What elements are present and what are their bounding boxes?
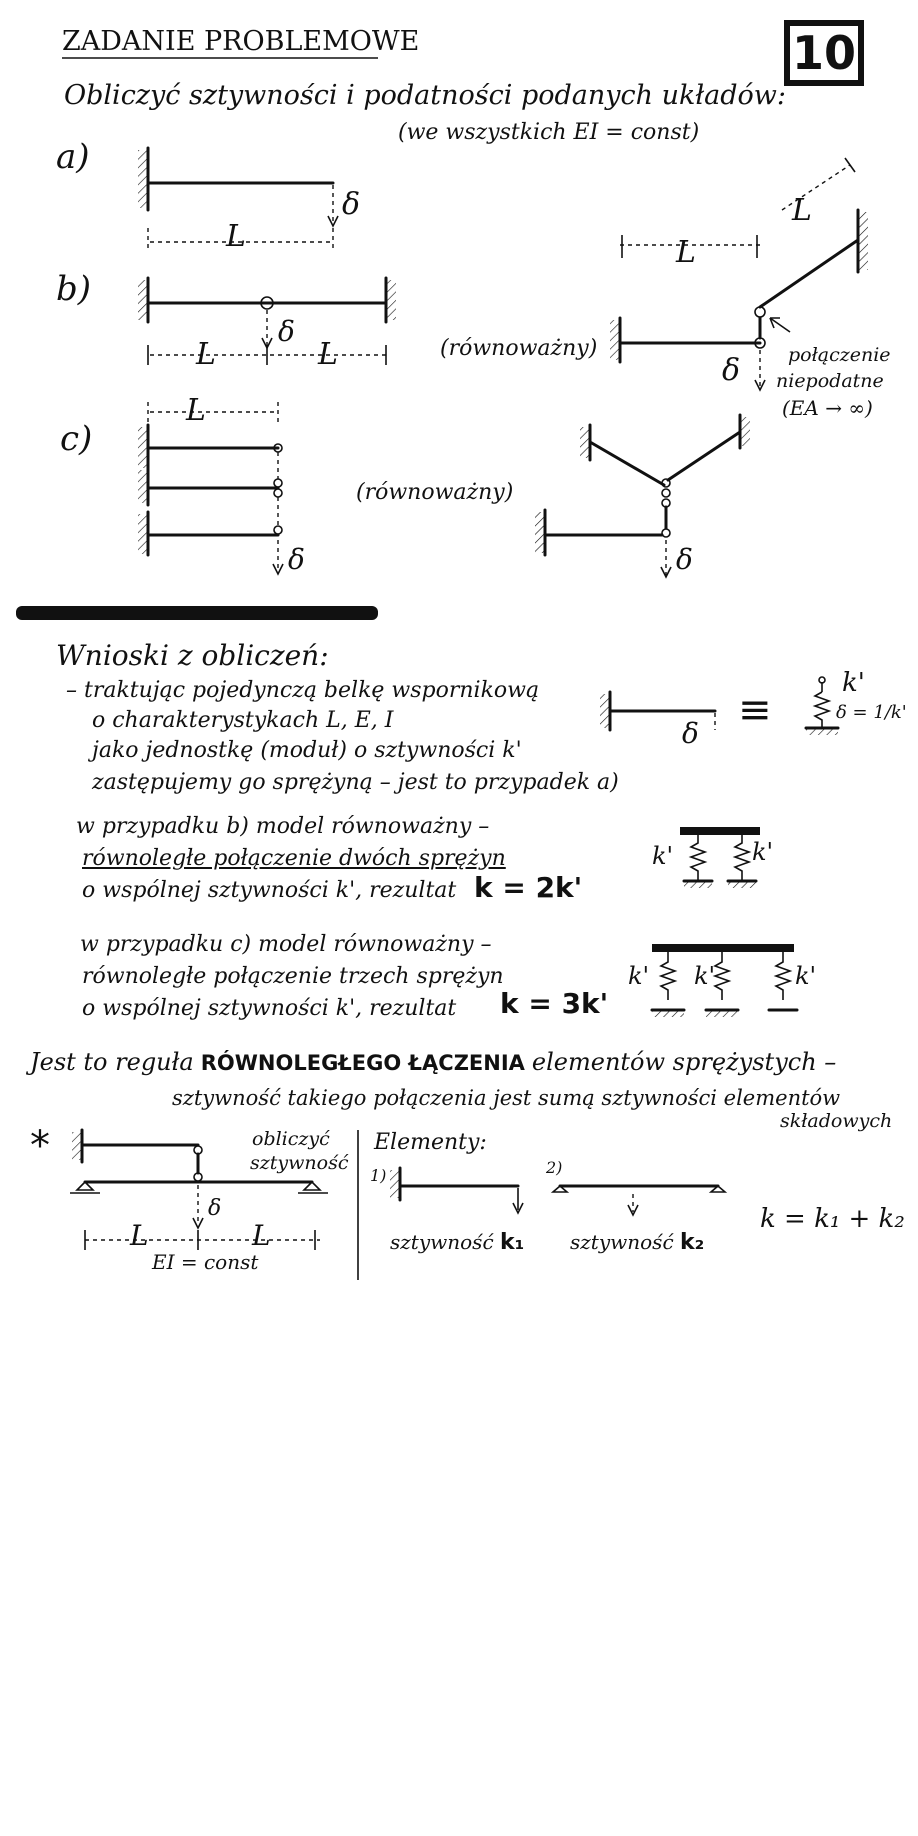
case-b-label: b) (56, 269, 92, 309)
star-L2: L (252, 1219, 271, 1252)
equivalence-sign: ≡ (738, 687, 772, 733)
page-title: ZADANIE PROBLEMOWE (62, 26, 420, 57)
cantilever-spring-equivalence (600, 677, 838, 735)
rule-line-2: sztywność takiego połączenia jest sumą sztywności elementów (172, 1086, 841, 1110)
elements-heading: Elementy: (374, 1130, 487, 1155)
two-springs-k-left: k' (652, 842, 674, 870)
element-1-number: 1) (370, 1166, 387, 1185)
element-2-number: 2) (546, 1158, 563, 1177)
task-number-badge: 10 (784, 20, 864, 86)
rule-line-1-pre: Jest to reguła (30, 1048, 194, 1076)
conclusion-2-result: k = 2k' (474, 871, 583, 904)
star-compute-2: sztywność (250, 1152, 349, 1174)
element-2-diagram (553, 1186, 725, 1215)
conclusion-3-line-3: o wspólnej sztywności k', rezultat (82, 996, 457, 1021)
two-springs-k-right: k' (752, 838, 774, 866)
star-mark: * (30, 1123, 50, 1169)
star-EI: EI = const (152, 1250, 259, 1274)
case-c-label: c) (60, 419, 93, 459)
conclusion-1-line-3: jako jednostkę (moduł) o sztywności k' (92, 738, 522, 763)
conclusion-1-line-2: o charakterystykach L, E, I (92, 708, 394, 733)
case-c-right-delta: δ (676, 543, 693, 576)
rule-line-1-post: elementów sprężystych – (531, 1048, 837, 1076)
case-b-diagram (138, 278, 396, 365)
case-b-right-L1: L (676, 235, 696, 270)
conclusion-2-line-1: w przypadku b) model równoważny – (76, 814, 490, 839)
case-c-equiv-label: (równoważny) (356, 480, 514, 505)
connection-label-2: niepodatne (776, 370, 884, 392)
star-L1: L (130, 1219, 149, 1252)
case-b-L1: L (196, 337, 216, 372)
case-c-equivalent (535, 415, 750, 577)
case-b-delta: δ (278, 315, 295, 348)
case-b-right-delta: δ (722, 353, 741, 388)
rule-line-1-bold: RÓWNOLEGŁEGO ŁĄCZENIA (200, 1051, 525, 1075)
task-note: (we wszystkich EI = const) (398, 120, 700, 145)
conclusion-1-line-1: – traktując pojedynczą belkę wspornikową (66, 678, 540, 703)
conclusion-2-line-2: równoległe połączenie dwóch sprężyn (82, 846, 506, 871)
conclusion-2-line-3: o wspólnej sztywności k', rezultat (82, 878, 457, 903)
case-b-equiv-label: (równoważny) (440, 336, 598, 361)
element-1-label (390, 1232, 524, 1254)
star-compute-1: obliczyć (252, 1128, 330, 1150)
case-b-right-L2: L (792, 193, 812, 228)
conclusion-3-line-2: równoległe połączenie trzech sprężyn (82, 964, 504, 989)
case-b-L2: L (318, 337, 338, 372)
case-c-L: L (186, 393, 206, 428)
stiffness-sum: k = k₁ + k₂ (760, 1204, 905, 1234)
element-2-label-text: sztywność (570, 1230, 674, 1254)
cantilever-delta: δ (682, 717, 699, 750)
section-separator (16, 606, 378, 620)
element-2-label (570, 1232, 704, 1254)
connection-label-1: połączenie (788, 344, 891, 366)
spring-delta-formula: δ = 1/k' (836, 702, 907, 723)
case-c-diagram (138, 402, 283, 574)
two-springs-model (680, 827, 760, 888)
element-2-k: k₂ (680, 1230, 705, 1255)
case-a-delta: δ (342, 187, 361, 222)
element-1-diagram (390, 1168, 523, 1213)
element-1-label-text: sztywność (390, 1230, 494, 1254)
conclusions-heading: Wnioski z obliczeń: (56, 639, 329, 672)
conclusion-3-result: k = 3k' (500, 987, 609, 1020)
element-1-k: k₁ (500, 1230, 525, 1255)
task-statement: Obliczyć sztywności i podatności podanych układów: (64, 80, 786, 111)
star-delta: δ (208, 1196, 222, 1221)
case-a-L: L (226, 219, 246, 254)
rule-line-3: składowych (780, 1110, 893, 1132)
case-c-delta: δ (288, 543, 305, 576)
three-springs-k-2: k' (694, 962, 716, 990)
conclusion-1-line-4: zastępujemy go sprężyną – jest to przypadek a) (92, 770, 619, 795)
case-a-label: a) (56, 137, 90, 177)
spring-k-label: k' (842, 668, 865, 698)
three-springs-k-3: k' (795, 962, 817, 990)
conclusion-3-line-1: w przypadku c) model równoważny – (80, 932, 492, 957)
three-springs-model (652, 944, 797, 1017)
rule-line-1 (30, 1050, 836, 1075)
connection-label-3: (EA → ∞) (782, 396, 873, 420)
three-springs-k-1: k' (628, 962, 650, 990)
